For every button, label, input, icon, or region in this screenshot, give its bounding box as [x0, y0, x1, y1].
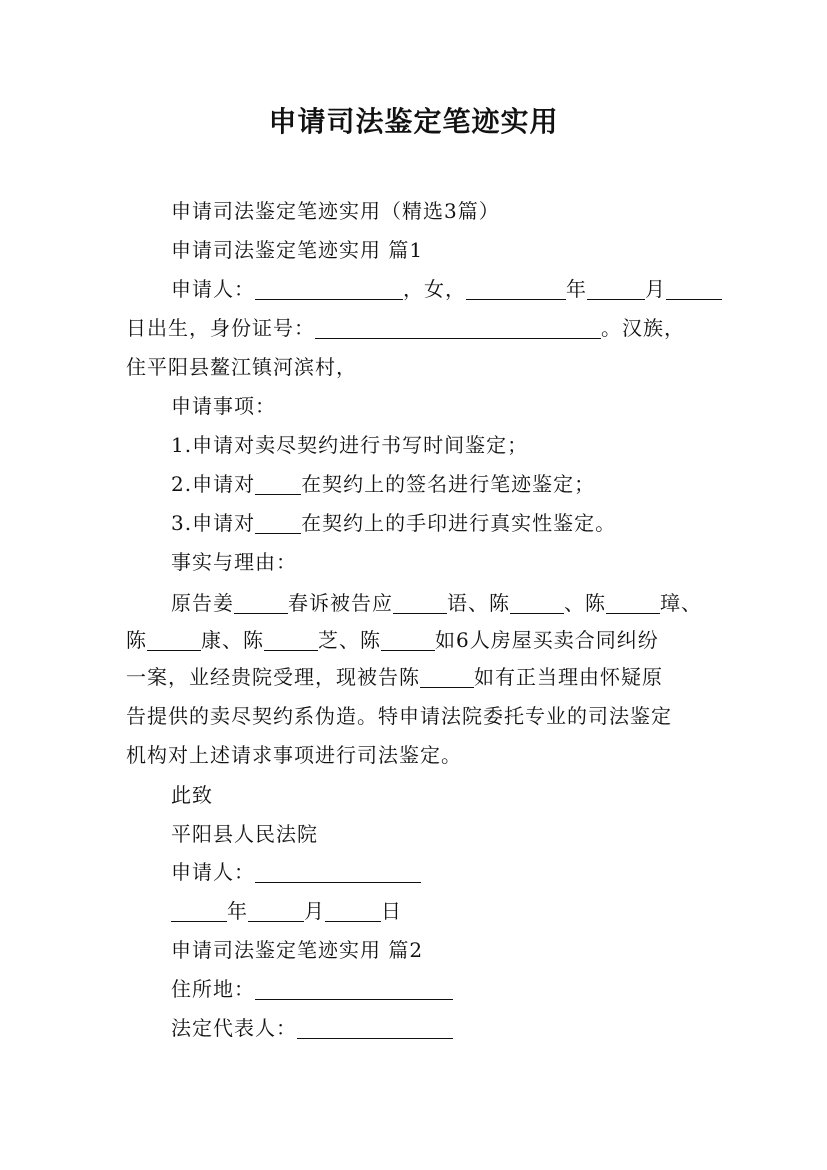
date-day-blank — [325, 899, 381, 922]
matter-2-suffix: 在契约上的签名进行笔迹鉴定； — [301, 472, 596, 496]
court-name: 平阳县人民法院 — [171, 822, 318, 846]
matter-2 — [171, 465, 595, 503]
blank — [420, 665, 474, 688]
document-title: 申请司法鉴定笔迹实用 — [268, 105, 559, 138]
matter-3 — [171, 504, 616, 542]
residence-line — [171, 970, 453, 1008]
facts-line-4: 告提供的卖尽契约系伪造。特申请法院委托专业的司法鉴定 — [126, 704, 672, 728]
facts-2-b: 康、陈 — [201, 628, 264, 652]
matter-3-suffix: 在契约上的手印进行真实性鉴定。 — [301, 511, 617, 535]
legal-rep-line — [171, 1009, 453, 1047]
facts-2-d: 如6人房屋买卖合同纠纷 — [435, 628, 659, 652]
matter-1: 1.申请对卖尽契约进行书写时间鉴定； — [171, 433, 529, 457]
matter-2-prefix: 2.申请对 — [171, 472, 256, 496]
facts-3-b: 如有正当理由怀疑原 — [474, 665, 663, 689]
birth-day-blank — [666, 277, 722, 300]
id-number-blank — [315, 316, 601, 339]
gender-text: ，女， — [403, 277, 466, 301]
subtitle: 申请司法鉴定笔迹实用（精选3篇） — [171, 199, 500, 223]
ethnicity-text: 。汉族， — [601, 316, 685, 340]
facts-line-2 — [126, 621, 659, 659]
facts-label: 事实与理由： — [171, 550, 297, 574]
legal-rep-label: 法定代表人： — [171, 1016, 297, 1040]
facts-1-a: 原告姜 — [171, 591, 234, 615]
facts-line-5: 机构对上述请求事项进行司法鉴定。 — [126, 743, 462, 767]
facts-1-d: 、陈 — [564, 591, 606, 615]
facts-line-3 — [126, 658, 663, 696]
facts-1-b: 春诉被告应 — [288, 591, 393, 615]
facts-2-a: 陈 — [126, 628, 147, 652]
salutation: 此致 — [171, 783, 213, 807]
date-month-blank — [248, 899, 304, 922]
blank — [381, 628, 435, 651]
facts-2-c: 芝、陈 — [318, 628, 381, 652]
year-text: 年 — [566, 277, 587, 301]
blank — [264, 628, 318, 651]
date-year-text: 年 — [227, 899, 248, 923]
birth-month-blank — [587, 277, 645, 300]
date-day-text: 日 — [381, 899, 402, 923]
signature-line — [171, 853, 421, 891]
address-line: 住平阳县鳌江镇河滨村， — [126, 355, 357, 379]
date-month-text: 月 — [304, 899, 325, 923]
signature-blank — [255, 860, 421, 883]
facts-3-a: 一案，业经贵院受理，现被告陈 — [126, 665, 420, 689]
signature-label: 申请人： — [171, 860, 255, 884]
matter-3-prefix: 3.申请对 — [171, 511, 256, 535]
part2-heading: 申请司法鉴定笔迹实用 篇2 — [171, 938, 424, 962]
blank — [234, 591, 288, 614]
legal-rep-blank — [297, 1016, 453, 1039]
facts-1-e: 璋、 — [660, 591, 702, 615]
applicant-line — [171, 270, 722, 308]
blank — [393, 591, 447, 614]
date-year-blank — [171, 899, 227, 922]
residence-blank — [255, 977, 453, 1000]
blank — [606, 591, 660, 614]
facts-1-c: 语、陈 — [447, 591, 510, 615]
month-text: 月 — [645, 277, 666, 301]
part1-heading: 申请司法鉴定笔迹实用 篇1 — [171, 238, 424, 262]
birth-text: 日出生，身份证号： — [126, 316, 315, 340]
matters-label: 申请事项： — [171, 394, 276, 418]
birth-id-line — [126, 309, 685, 347]
facts-line-1 — [171, 584, 702, 622]
blank — [510, 591, 564, 614]
blank — [147, 628, 201, 651]
applicant-label: 申请人： — [171, 277, 255, 301]
birth-year-blank — [466, 277, 566, 300]
residence-label: 住所地： — [171, 977, 255, 1001]
matter-2-blank — [255, 472, 301, 495]
date-line — [171, 892, 402, 930]
applicant-name-blank — [255, 277, 403, 300]
matter-3-blank — [255, 511, 301, 534]
